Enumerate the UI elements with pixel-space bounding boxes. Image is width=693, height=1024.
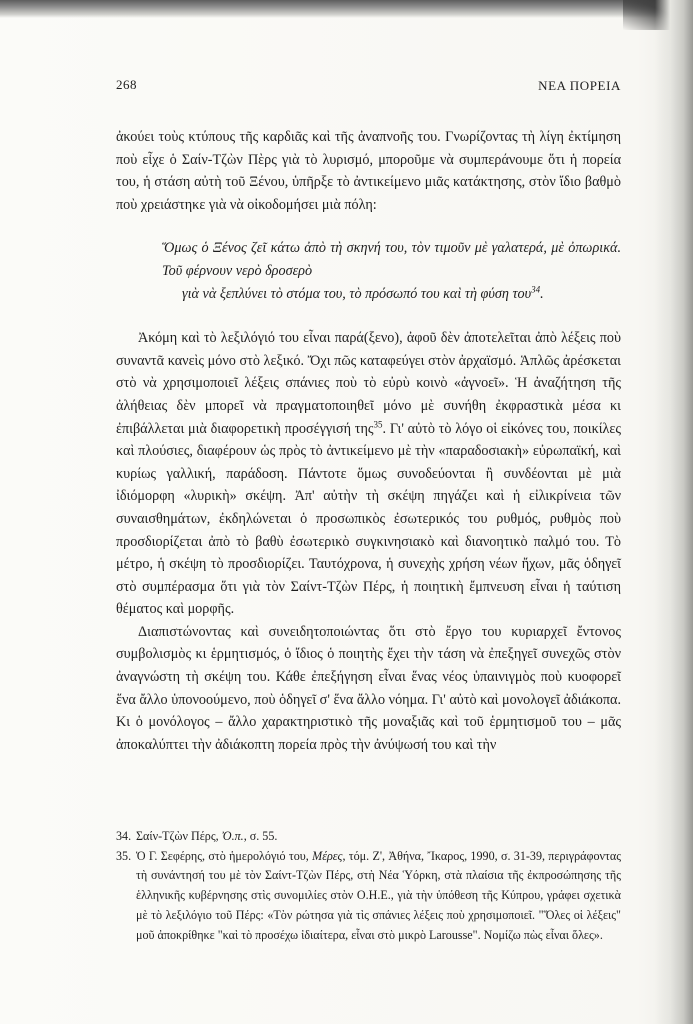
quote-line-2-text: γιὰ νὰ ξεπλύνει τὸ στόμα του, τὸ πρόσωπό του καὶ τὴ φύση του: [182, 285, 532, 302]
quote-line-2: γιὰ νὰ ξεπλύνει τὸ στόμα του, τὸ πρόσωπό του καὶ τὴ φύση του$^{34}$.: [182, 283, 544, 302]
running-title: ΝΕΑ ΠΟΡΕΙΑ: [538, 78, 621, 93]
page-right-shadow: [655, 0, 693, 1024]
page-number: 268: [116, 77, 137, 92]
block-quote: [162, 237, 621, 305]
paragraph-3: Διαπιστώνοντας καὶ συνειδητοποιώντας ὅτι στὸ ἔργο του κυριαρχεῖ ἔντονος συμβολισμὸς κι ἑρμητισμός, ὁ ἴδιος ὁ ποιητὴς ἔχει τὴν τάση νὰ ἐπεξηγεῖ συνεχῶς στὸν ἀναγνώστη τὴ σκέψη του. Κάθε ἐπεξήγηση εἶναι ἕνας νέος ὑπαινιγμὸς ποὺ κυοφορεῖ ἕνα ἄλλο ὑπονοούμενο, ποὺ ὁδηγεῖ σ' ἕνα ἄλλο νόημα. Γι' αὐτὸ καὶ μονολογεῖ ἀδιάκοπα. Κι ὁ μονόλογος – ἄλλο χαρακτηριστικὸ τῆς μοναξιᾶς καὶ τοῦ ἑρμητισμοῦ του – μᾶς ἀποκαλύπτει τὴν ἀδιάκοπτη πορεία πρὸς τὴν ἀνύψωσή του καὶ τὴν: [116, 623, 621, 753]
footnote-italic: Ὀ.π.: [221, 829, 244, 843]
paragraph-2-part-a: Ἀκόμη καὶ τὸ λεξιλόγιό του εἶναι παρά(ξενο), ἀφοῦ δὲν ἀποτελεῖται ἀπὸ λέξεις ποὺ συναντᾶ κανεὶς μόνο στὸ λεξικό. Ὄχι πῶς καταφεύγει στὸν ἀρχαϊσμό. Ἁπλῶς ἀρέσκεται στὸ νὰ χρησιμοποιεῖ λέξεις σπάνιες ποὺ τὸ εὐρὺ κοινὸ «ἀγνοεῖ». Ἡ ἀναζήτηση τῆς ἀλήθειας δὲν μπορεῖ νὰ πραγματοποιηθεῖ μόνο μὲ συνήθη ἐκφραστικὰ μέσα κι ἐπιβάλλεται μιὰ διαφορετικὴ προσέγγισή της: [116, 330, 621, 437]
footnote-number: 35.: [116, 848, 132, 863]
paragraph-2: [116, 327, 621, 621]
footnote-text-after: , σ. 55.: [243, 829, 278, 843]
main-text: [116, 126, 621, 756]
footnote-text: Σαίν-Τζὼν Πέρς,: [136, 829, 222, 843]
footnote-ref-34[interactable]: 34: [531, 283, 541, 294]
footnote-34: [116, 827, 621, 847]
paragraph-1: ἀκούει τοὺς κτύπους τῆς καρδιᾶς καὶ τῆς ἀναπνοῆς του. Γνωρίζοντας τὴ λίγη ἐκτίμηση ποὺ εἶχε ὁ Σαίν-Τζὼν Πὲρς γιὰ τὸ λυρισμό, μποροῦμε νὰ συμπεράνουμε ὅτι ἡ πορεία του, ἡ στάση αὐτὴ τοῦ Ξένου, ὑπῆρξε τὸ ἀντικείμενο μιᾶς κατάκτησης, στὸν ἴδιο βαθμὸ ποὺ χρειάστηκε γιὰ νὰ οἰκοδομήσει μιὰ πόλη:: [116, 129, 621, 213]
page-top-shadow: [0, 0, 693, 18]
footnotes: [116, 827, 621, 945]
quote-line-1: Ὅμως ὁ Ξένος ζεῖ κάτω ἀπὸ τὴ σκηνή του, τὸν τιμοῦν μὲ γαλατερά, μὲ ὀπωρικά. Τοῦ φέρνουν νερὸ δροσερὸ: [162, 240, 621, 279]
footnote-35: [116, 847, 621, 946]
footnote-text-after: , τόμ. Ζ', Ἀθήνα, Ἴκαρος, 1990, σ. 31-39, περιγράφοντας τὴ συνάντησή του μὲ τὸν Σαίντ-Τζὼν Πέρς, στὴ Νέα Ὑόρκη, στὰ πλαίσια τῆς ἐκπροσώπησης τῆς ἑλληνικῆς κυβέρνησης στὶς συνομιλίες στὸν Ο.Η.Ε., γιὰ τὴν ὑπόθεση τῆς Κύπρου, γράφει σχετικὰ μὲ τὸ λεξιλόγιο τοῦ Πέρς: «Τὸν ρώτησα γιὰ τὶς σπάνιες λέξεις ποὺ χρησιμοποιεῖ. "Ὅλες οἱ λέξεις" μοῦ ἀποκρίθηκε "καὶ τὸ προσέχω ἰδιαίτερα, εἶναι στὸ μικρὸ Larousse". Νομίζω πὼς εἶναι ὅλες».: [136, 848, 621, 942]
footnote-ref-35[interactable]: 35: [373, 418, 383, 429]
footnote-number: 34.: [116, 829, 132, 843]
footnote-text: Ὁ Γ. Σεφέρης, στὸ ἡμερολόγιό του,: [136, 848, 313, 863]
paragraph-gap: [116, 305, 621, 327]
paragraph-2-part-b: . Γι' αὐτὸ τὸ λόγο οἱ εἰκόνες του, ποικίλες καὶ πλούσιες, διαφέρουν ὡς πρὸς τὸ ἀντικείμενο μὲ τὴν «παραδοσιακὴ» εὐρωπαϊκή, καὶ κυρίως γαλλική, παράδοση. Πάντοτε ὅμως συνοδεύονται ἢ συνδέονται μὲ μιὰ ἰδιόμορφη «λυρικὴ» σκέψη. Ἀπ' αὐτὴν τὴ σκέψη πηγάζει καὶ ἡ εἰλικρίνεια τῶν συναισθημάτων, ἐκδηλώνεται ὁ προσωπικὸς ἐσωτερικός του ρυθμός, ρυθμὸς ποὺ προσδιορίζεται ἀπὸ τὸ βαθὺ ἐσωτερικὸ συγκινησιακὸ καὶ διανοητικὸ παλμό του. Τὸ μέτρο, ἡ σκέψη τὸ προσδιορίζει. Ταυτόχρονα, ἡ συνεχὴς χρήση νέων ἤχων, μᾶς ὁδηγεῖ στὸ συμπέρασμα ὅτι γιὰ τὸν Σαίντ-Τζὼν Πέρς, ἡ ποιητικὴ ἔμπνευση εἶναι ἡ ταύτιση θέματος καὶ μορφῆς.: [116, 420, 621, 618]
footnote-italic: Μέρες: [312, 848, 343, 863]
